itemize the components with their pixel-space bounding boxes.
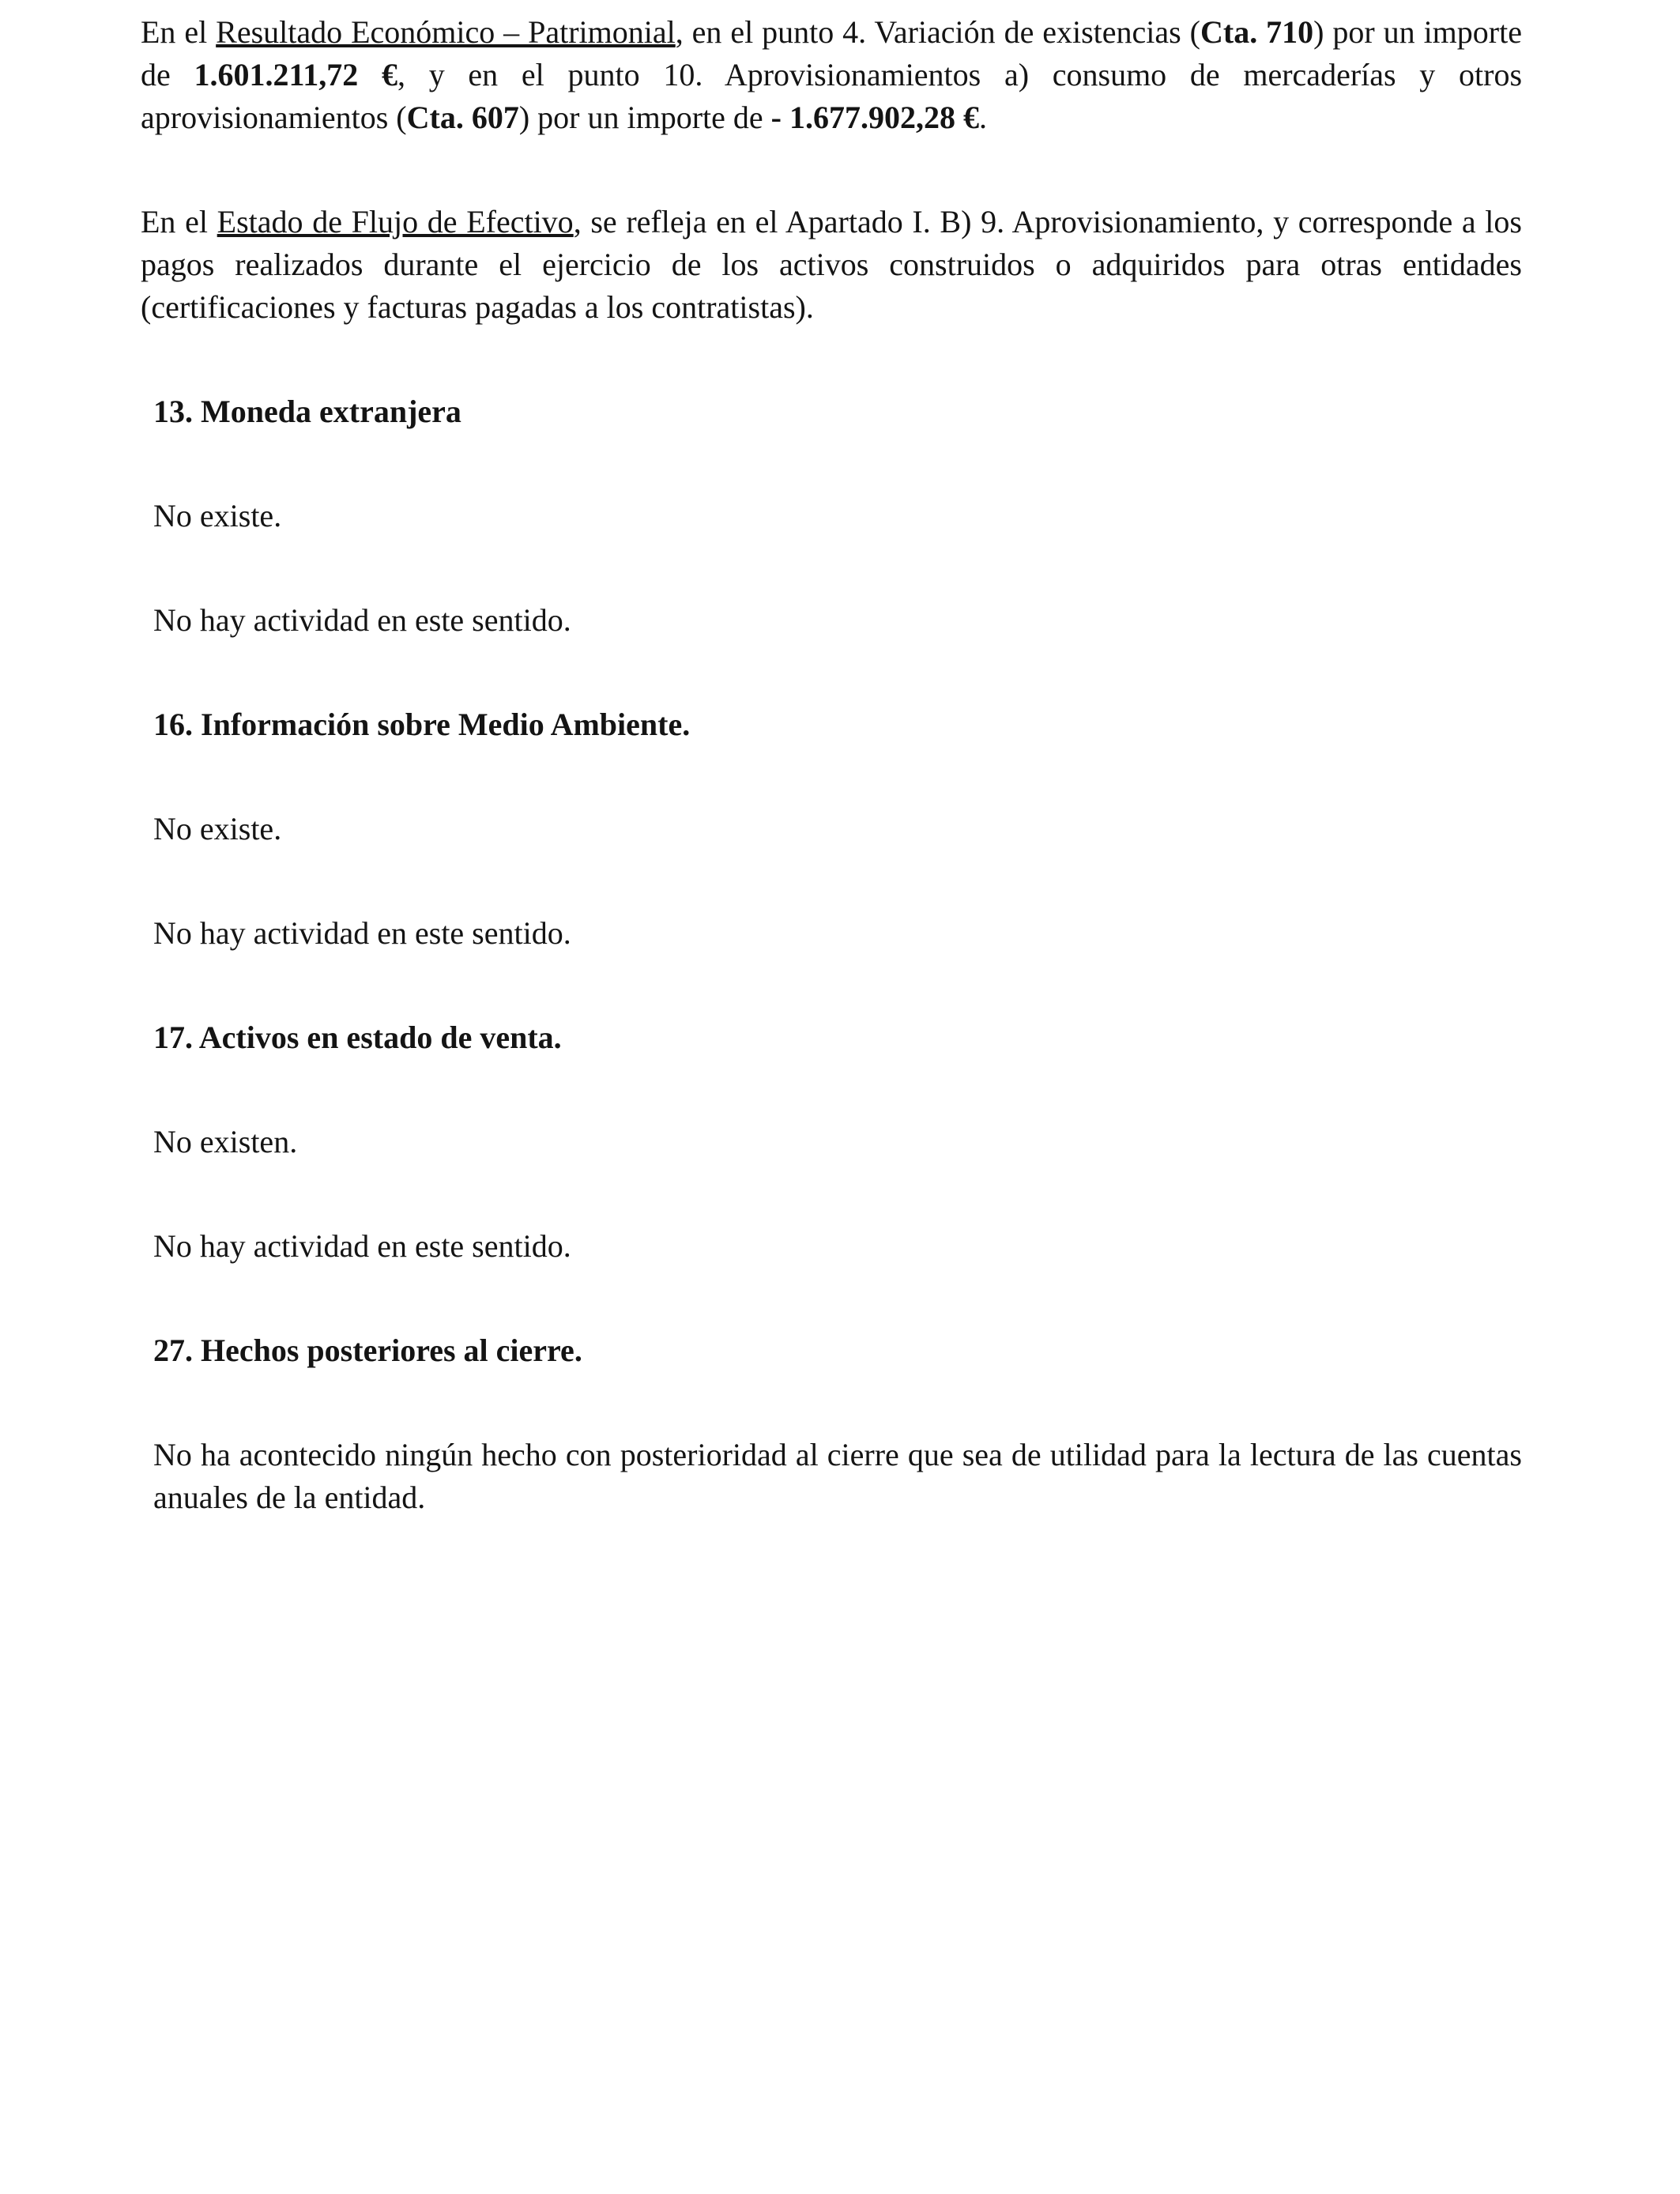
- section-27-hechos-posteriores: [153, 1329, 1522, 1519]
- section-line: No existen.: [153, 1124, 298, 1159]
- text-run: ) por un importe de: [518, 100, 771, 135]
- text-run: En el: [141, 204, 217, 239]
- text-run: , y en el punto 10. Aprovisionamientos a) consumo de mercaderías y otros aprovisionamientos (: [141, 57, 1523, 135]
- section-13-moneda-extranjera: [153, 390, 1522, 642]
- text-run: En el: [141, 14, 217, 50]
- section-line: No hay actividad en este sentido.: [153, 1228, 571, 1264]
- section-heading: 13. Moneda extranjera: [153, 394, 461, 429]
- section-heading: 16. Información sobre Medio Ambiente.: [153, 707, 691, 742]
- section-line: No hay actividad en este sentido.: [153, 602, 571, 638]
- section-line: No ha acontecido ningún hecho con posterioridad al cierre que sea de utilidad para la lectura de las cuentas anuales de la entidad.: [153, 1437, 1522, 1515]
- section-heading: 27. Hechos posteriores al cierre.: [153, 1333, 582, 1368]
- bold-text-cta-710: Cta. 710: [1200, 14, 1314, 50]
- underlined-text: Resultado Económico – Patrimonial: [216, 14, 676, 50]
- bold-text-amount-2: - 1.677.902,28 €: [770, 100, 979, 135]
- text-run: , se refleja en el Apartado I. B) 9. Aprovisionamiento, y corresponde a los pagos realizados durante el ejercicio de los activos construidos o adquiridos para otras entidades (certificaciones y facturas pagadas a los contratistas).: [141, 204, 1522, 325]
- bold-text-amount-1: 1.601.211,72 €: [194, 57, 397, 92]
- section-line: No existe.: [153, 811, 282, 846]
- bold-text-cta-607: Cta. 607: [406, 100, 519, 135]
- section-heading: 17. Activos en estado de venta.: [153, 1020, 562, 1055]
- section-16-medio-ambiente: [153, 703, 1522, 955]
- section-line: No existe.: [153, 498, 282, 533]
- section-17-activos-venta: [153, 1016, 1522, 1268]
- text-run: , en el punto 4. Variación de existencias (: [675, 14, 1200, 50]
- text-run: .: [978, 100, 987, 135]
- paragraph-estado-flujo-efectivo: [141, 201, 1522, 329]
- section-line: No hay actividad en este sentido.: [153, 915, 571, 951]
- paragraph-resultado-economico: [141, 11, 1522, 139]
- underlined-text: Estado de Flujo de Efectivo: [217, 204, 574, 239]
- text-run: ) por un importe de: [141, 14, 1522, 92]
